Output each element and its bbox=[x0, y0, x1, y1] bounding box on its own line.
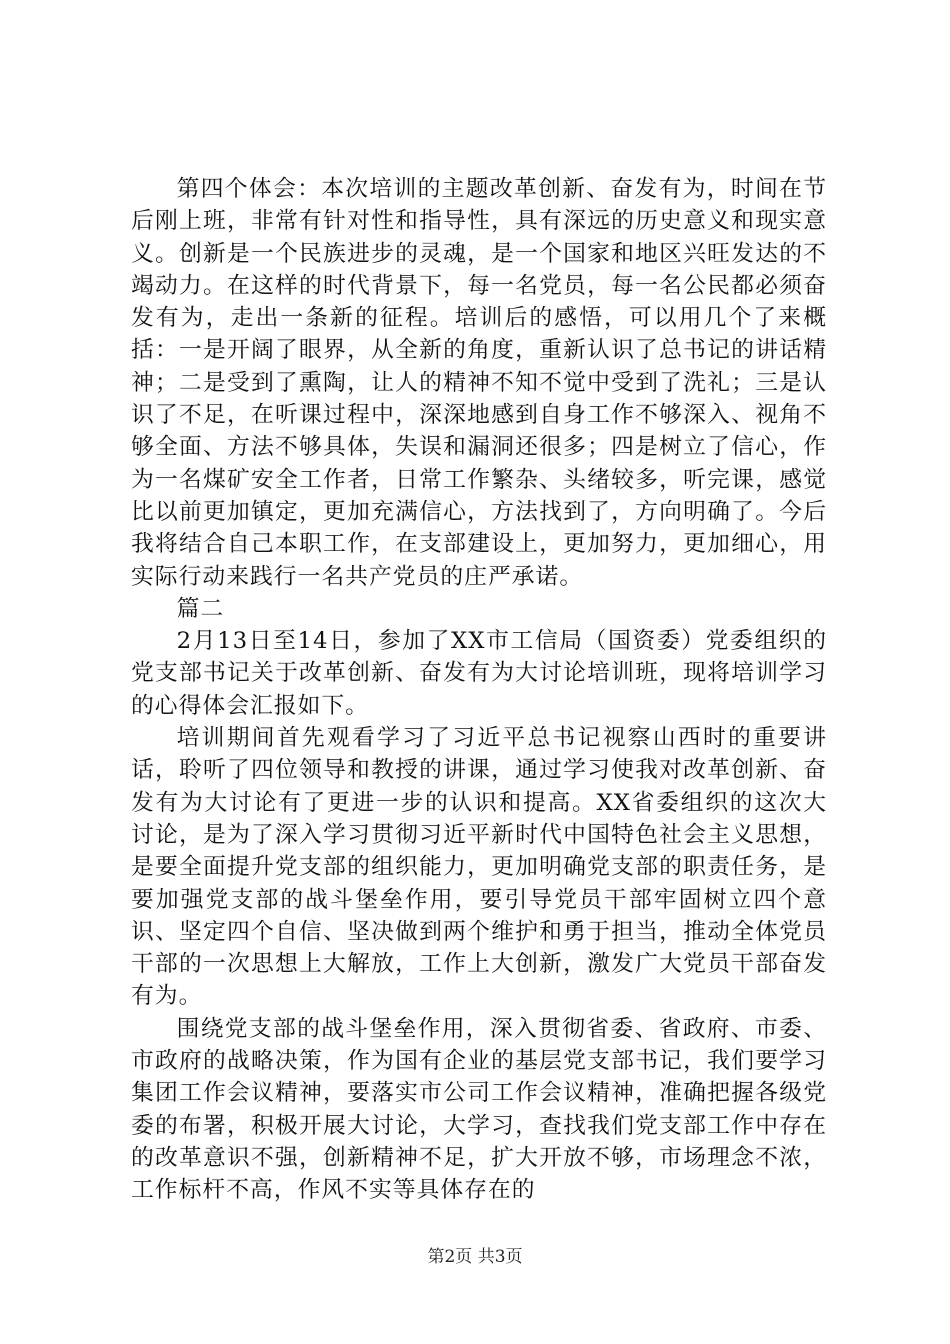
page-footer: 第2页 共3页 bbox=[427, 1247, 523, 1267]
paragraph-intro: 2月13日至14日，参加了XX市工信局（国资委）党委组织的党支部书记关于改革创新、奋发有为大讨论培训班，现将培训学习的心得体会汇报如下。 bbox=[131, 628, 827, 719]
paragraph-training: 培训期间首先观看学习了习近平总书记视察山西时的重要讲话，聆听了四位领导和教授的讲课，通过学习使我对改革创新、奋发有为大讨论有了更进一步的认识和提高。XX省委组织的这次大讨论，是为了深入学习贯彻习近平新时代中国特色社会主义思想，是要全面提升党支部的组织能力，更加明确党支部的职责任务，是要加强党支部的战斗堡垒作用，要引导党员干部牢固树立四个意识、坚定四个自信、坚决做到两个维护和勇于担当，推动全体党员干部的一次思想上大解放，工作上大创新，激发广大党员干部奋发有为。 bbox=[131, 725, 827, 1010]
paragraph-party-branch: 围绕党支部的战斗堡垒作用，深入贯彻省委、省政府、市委、市政府的战略决策，作为国有企业的基层党支部书记，我们要学习集团工作会议精神，要落实市公司工作会议精神，准确把握各级党委的布署，积极开展大讨论，大学习，查找我们党支部工作中存在的改革意识不强，创新精神不足，扩大开放不够，市场理念不浓，工作标杆不高，作风不实等具体存在的 bbox=[131, 1015, 827, 1204]
document-body bbox=[131, 173, 827, 1207]
section-heading: 篇二 bbox=[176, 595, 225, 622]
paragraph-fourth-insight: 第四个体会：本次培训的主题改革创新、奋发有为，时间在节后刚上班，非常有针对性和指导性，具有深远的历史意义和现实意义。创新是一个民族进步的灵魂，是一个国家和地区兴旺发达的不竭动力。在这样的时代背景下，每一名党员，每一名公民都必须奋发有为，走出一条新的征程。培训后的感悟，可以用几个了来概括：一是开阔了眼界，从全新的角度，重新认识了总书记的讲话精神；二是受到了熏陶，让人的精神不知不觉中受到了洗礼；三是认识了不足，在听课过程中，深深地感到自身工作不够深入、视角不够全面、方法不够具体，失误和漏洞还很多；四是树立了信心，作为一名煤矿安全工作者，日常工作繁杂、头绪较多，听完课，感觉比以前更加镇定，更加充满信心，方法找到了，方向明确了。今后我将结合自己本职工作，在支部建设上，更加努力，更加细心，用实际行动来践行一名共产党员的庄严承诺。 bbox=[131, 176, 827, 590]
